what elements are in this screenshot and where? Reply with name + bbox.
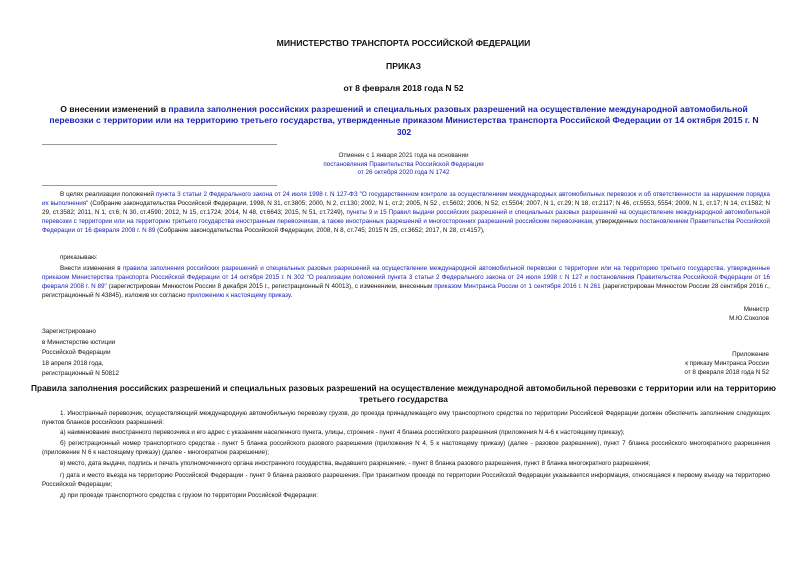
cancel-notice-link-2[interactable]: от 26 октября 2020 года N 1742	[357, 169, 450, 177]
divider-bottom	[42, 185, 277, 186]
registration-line4: 18 апреля 2018 года,	[42, 359, 104, 367]
order-word: приказываю:	[60, 254, 98, 261]
appendix-line3: от 8 февраля 2018 года N 52	[684, 368, 769, 376]
signature-block	[729, 306, 769, 324]
government-decree-89-link[interactable]: постановлением Правительства Российской Федерации от 16 февраля 2008 г. N 89	[42, 217, 771, 234]
appendix-line1: Приложение	[732, 351, 769, 358]
amend-text-2: (зарегистрирован Минюстом России 8 декабря 2015 г., регистрационный N 40013), с изменением, внесенным	[106, 282, 435, 290]
registration-line3: Российской Федерации	[42, 349, 111, 357]
registration-line1: Зарегистрировано	[42, 328, 96, 335]
order-261-link[interactable]: приказом Минтранса России от 1 сентября 2016 г. N 261	[434, 282, 601, 290]
amend-text-3: (зарегистрирован Минюстом России 28 сентября 2016 г., регистрационный N 43845), изложив их согласно	[42, 282, 771, 299]
registration-line5: регистрационный N 50812	[42, 370, 120, 378]
rules-item-b: б) регистрационный номер транспортного средства - пункт 5 бланка российского разового разрешения (приложения N 4, 5 к настоящему приказу) (далее - разовое разрешение), пункт 7 бланка российского многократного разрешения (приложение N 6 к настоящему приказу) (далее - многократное разрешение);	[42, 440, 770, 456]
rules-item-g: г) дата и место въезда на территорию Российской Федерации - пункт 9 бланка разового разрешения. При транзитном проезде по территории Российской Федерации указывается информация, относящаяся к первому въезду на территорию Российской Федерации;	[42, 472, 770, 488]
amendment-paragraph	[42, 265, 770, 301]
preamble-text-2: (Собрание законодательства Российской Федерации, 1998, N 31, ст.3805; 2000, N 2, ст.130; 2002, N 1, ст.2; 2005, N 52 , ст.5602; 2006, N 52, ст.5504; 2007, N 1, ст.29; N 18, ст.2117; N 46, ст.5553, 5554; 2009, N 1, ст.17; N 14, ст.1582; N 29, ст.3582; 2011, N 1, ст.6; N 30, ст.4590; 2012, N 15, ст.1724; 2014, N 48, ст.6643; 2015, N 51, ст.7249),	[42, 199, 770, 216]
registration-block	[42, 327, 119, 380]
appendix-block	[684, 351, 769, 378]
cancel-notice-line1: Отменен с 1 января 2021 года на основании	[338, 152, 469, 159]
appendix-line2: к приказу Минтранса России	[685, 359, 769, 367]
divider-top	[42, 144, 277, 145]
rules-title: Правила заполнения российских разрешений и специальных разовых разрешений на осуществление международной автомобильной перевозки с территории или на территорию третьего государства	[31, 383, 776, 404]
rules-points-9-15-link[interactable]: пункты 9 и 15 Правил выдачи российских разрешений и специальных разовых разрешений на осуществление международной автомобильной перевозки с территории или на территорию третьего государства иностранным перевозчикам, а также иностранных разрешений и многосторонних разрешений российским перевозчикам	[42, 208, 771, 225]
cancel-notice-link-1[interactable]: постановления Правительства Российской Федерации	[323, 160, 484, 168]
signature-name: М.Ю.Соколов	[729, 314, 769, 322]
rules-item-a: а) наименование иностранного перевозчика и его адрес с указанием населенного пункта, улицы, строения - пункт 4 бланка российского разрешения (приложения N 4-6 к настоящему приказу);	[60, 429, 625, 436]
order-heading: ПРИКАЗ	[386, 61, 421, 71]
order-title	[44, 104, 764, 138]
preamble-text-1: В целях реализации положений	[60, 191, 156, 198]
cancel-notice	[0, 152, 807, 178]
order-title-link[interactable]: правила заполнения российских разрешений и специальных разовых разрешений на осуществление международной автомобильной перевозки с территории или на территорию третьего государства, утвержденные приказом Министерства транспорта Российской Федерации от 14 октября 2015 г. N 302	[49, 104, 759, 137]
amend-text-4: .	[290, 291, 293, 299]
rules-item-d: д) при проезде транспортного средства с грузом по территории Российской Федерации:	[60, 492, 318, 499]
registration-line2: в Министерстве юстиции	[42, 338, 116, 346]
rules-item-1: 1. Иностранный перевозчик, осуществляющий международную автомобильную перевозку грузов, до проезда принадлежащего ему транспортного средства по территории Российской Федерации должен обеспечить заполнение следующих пунктов бланков российских разрешений:	[42, 410, 770, 426]
amend-text-1: Внести изменения в	[60, 265, 123, 272]
law-127-link[interactable]: пункта 3 статьи 2 Федерального закона от 24 июля 1998 г. N 127-ФЗ "О государственном контроле за осуществлением международных автомобильных перевозок и об ответственности за нарушение порядка их выполнения"	[42, 191, 770, 207]
rules-302-link[interactable]: правила заполнения российских разрешений и специальных разовых разрешений на осуществление международной автомобильной перевозки с территории или на территорию третьего государства, утвержденные приказом Министерства транспорта Российской Федерации от 14 октября 2015 г. N 302 "О реализации положений пункта 3 статьи 2 Федерального закона от 24 июля 1998 г. N 127 и постановления Правительства Российской Федерации от 16 февраля 2008 г. N 89"	[42, 265, 770, 290]
preamble-paragraph	[42, 191, 770, 236]
signature-position: Министр	[743, 306, 769, 313]
preamble-text-3: , утвержденных	[592, 217, 640, 225]
appendix-link[interactable]: приложению к настоящему приказу	[187, 291, 291, 299]
ministry-heading: МИНИСТЕРСТВО ТРАНСПОРТА РОССИЙСКОЙ ФЕДЕРАЦИИ	[276, 38, 531, 48]
order-date: от 8 февраля 2018 года N 52	[343, 83, 464, 93]
rules-item-v: в) место, дата выдачи, подпись и печать уполномоченного органа иностранного государства, выдавшего разрешение, - пункт 8 бланка разового разрешения, пункт 8 бланка многократного разрешения;	[60, 460, 651, 467]
order-title-prefix: О внесении изменений в	[60, 104, 169, 114]
preamble-text-4: (Собрание законодательства Российской Федерации, 2008, N 8, ст.745; 2015 N 25, ст.3652; 2017, N 28, ст.4157),	[155, 226, 485, 234]
